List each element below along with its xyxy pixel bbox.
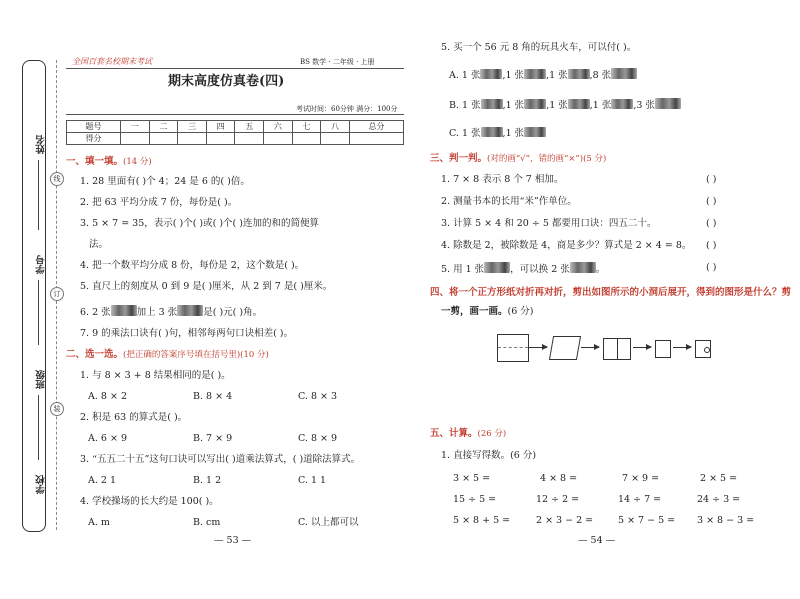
banknote-icon	[480, 69, 502, 79]
section-3-points: (对的画“√”，错的画“×”)(5 分)	[487, 154, 607, 164]
q1-7: 7. 9 的乘法口诀有( )句，相邻每两句口诀相差( )。	[80, 328, 294, 339]
score-cell[interactable]	[349, 133, 403, 145]
section-2-title	[66, 349, 269, 361]
binding-strip	[22, 60, 46, 532]
option-a-text: ,8 张	[589, 70, 612, 81]
score-cell[interactable]	[178, 133, 207, 145]
q1-6-part-a: 6. 2 张	[80, 307, 111, 318]
judge-1: 1. 7 × 8 表示 8 个 7 相加。	[441, 174, 564, 185]
score-cell[interactable]	[264, 133, 293, 145]
page-number-right: — 54 —	[578, 535, 616, 546]
q2-4: 4. 学校操场的长大约是 100( )。	[80, 496, 219, 507]
q2-1-option-c: C. 8 × 3	[298, 391, 338, 402]
score-cell[interactable]	[235, 133, 264, 145]
q2-4-option-a: A. m	[88, 517, 110, 528]
q2-2-option-b: B. 7 × 9	[193, 433, 233, 444]
option-b-text: ,1 张	[589, 100, 612, 111]
judge-answer-3[interactable]: ( )	[706, 218, 717, 229]
fold-step-folded	[549, 336, 581, 360]
score-header: 五	[235, 121, 264, 133]
banknote-icon	[524, 99, 546, 109]
q1-6	[80, 305, 262, 319]
calc-item: 7 × 9 =	[622, 473, 660, 484]
q1-3-line2: 法。	[89, 239, 109, 250]
score-header: 四	[206, 121, 235, 133]
banknote-icon	[177, 305, 203, 316]
calc-item: 2 × 3 − 2 =	[536, 515, 594, 526]
arrow-icon	[633, 347, 651, 348]
score-header: 一	[121, 121, 150, 133]
score-row	[67, 133, 404, 145]
section-3-title	[430, 153, 606, 165]
score-header: 题号	[67, 121, 121, 133]
judge-answer-4[interactable]: ( )	[706, 240, 717, 251]
name-line	[38, 160, 39, 230]
fold-step-square	[497, 334, 529, 362]
q2-1-option-a: A. 8 × 2	[88, 391, 127, 402]
fold-step-cut	[695, 340, 711, 358]
option-b-prefix: B. 1 张	[449, 100, 481, 111]
label-name: 姓名	[36, 135, 47, 154]
page-number-left: — 53 —	[214, 535, 252, 546]
q2-5-option-b	[449, 98, 681, 112]
q2-2-option-a: A. 6 × 9	[88, 433, 127, 444]
q1-4: 4. 把一个数平均分成 8 份，每份是 2，这个数是( )。	[80, 260, 305, 271]
arrow-icon	[529, 347, 547, 348]
calc-item: 14 ÷ 7 =	[618, 494, 662, 505]
section-5-points: (26 分)	[477, 429, 507, 439]
q2-3-option-a: A. 2 1	[88, 475, 117, 486]
judge-answer-2[interactable]: ( )	[706, 196, 717, 207]
banknote-icon	[481, 99, 503, 109]
class-line	[38, 395, 39, 460]
calc-item: 24 ÷ 3 =	[697, 494, 741, 505]
score-header: 二	[149, 121, 178, 133]
option-b-text: ,1 张	[546, 100, 568, 111]
banknote-icon	[570, 262, 596, 273]
q2-1-option-b: B. 8 × 4	[193, 391, 233, 402]
student-id-line	[38, 280, 39, 345]
q1-5: 5. 直尺上的刻度从 0 到 9 是( )厘米，从 2 到 7 是( )厘米。	[80, 281, 333, 292]
q2-4-option-b: B. cm	[193, 517, 221, 528]
score-header-row	[67, 121, 404, 133]
section-4-points: (6 分)	[507, 306, 534, 317]
score-cell[interactable]	[149, 133, 178, 145]
banknote-icon	[484, 262, 510, 273]
score-header: 总分	[349, 121, 403, 133]
option-c-prefix: C. 1 张	[449, 128, 481, 139]
section-5-title	[430, 428, 506, 440]
fold-step-quarter	[655, 340, 671, 358]
banknote-icon	[524, 69, 546, 79]
exam-info: 考试时间：60分钟 满分：100分	[296, 105, 398, 113]
score-table	[66, 120, 404, 145]
judge-5-part-b: ，可以换 2 张	[510, 264, 570, 275]
q2-2: 2. 积是 63 的算式是( )。	[80, 412, 188, 423]
calc-item: 15 ÷ 5 =	[453, 494, 497, 505]
calc-item: 3 × 5 =	[453, 473, 491, 484]
judge-2: 2. 测量书本的长用“米”作单位。	[441, 196, 577, 207]
option-a-text: ,1 张	[502, 70, 525, 81]
banknote-icon	[611, 68, 637, 79]
calc-item: 2 × 5 =	[700, 473, 738, 484]
arrow-icon	[673, 347, 691, 348]
q1-3-line1: 3. 5 × 7 = 35，表示( )个( )或( )个( )连加的和的简便算	[80, 218, 319, 229]
judge-5-part-c: 。	[595, 264, 606, 275]
judge-answer-1[interactable]: ( )	[706, 174, 717, 185]
q2-3: 3. “五五二十五”这句口诀可以写出( )道乘法算式，( )道除法算式。	[80, 454, 361, 465]
judge-answer-5[interactable]: ( )	[706, 262, 717, 273]
q2-5-option-c	[449, 127, 546, 140]
judge-5	[441, 262, 605, 276]
section-4-line2	[441, 306, 534, 318]
label-class: 班级	[36, 370, 47, 389]
score-cell[interactable]	[206, 133, 235, 145]
judge-4: 4. 除数是 2，被除数是 4，商是多少？算式是 2 × 4 = 8。	[441, 240, 692, 251]
banknote-icon	[111, 305, 137, 316]
header-rule	[66, 68, 404, 69]
banknote-icon	[611, 99, 633, 109]
section-2-heading: 二、选一选。	[66, 349, 124, 360]
seal-char-zhuang: 装	[50, 402, 64, 416]
option-a-prefix: A. 1 张	[449, 70, 481, 81]
option-c-text: ,1 张	[502, 128, 525, 139]
header-rule-2	[66, 114, 404, 115]
section-1-heading: 一、填一填。	[66, 156, 124, 167]
calc-item: 5 × 7 − 5 =	[618, 515, 676, 526]
arrow-icon	[581, 347, 599, 348]
score-cell[interactable]	[121, 133, 150, 145]
label-student-id: 学号	[36, 255, 47, 274]
score-cell[interactable]	[292, 133, 321, 145]
calc-item: 5 × 8 + 5 =	[453, 515, 511, 526]
edition: BS 数学 · 二年级 · 上册	[300, 58, 375, 66]
banknote-icon	[524, 127, 546, 137]
q2-2-option-c: C. 8 × 9	[298, 433, 338, 444]
section-1-points: (14 分)	[123, 157, 152, 167]
q2-3-option-c: C. 1 1	[298, 475, 327, 486]
section-1-title	[66, 156, 152, 168]
section-4-title: 四、将一个正方形纸对折再对折，剪出如图所示的小洞后展开，得到的图形是什么？剪	[430, 287, 792, 298]
seal-char-xian: 线	[50, 172, 64, 186]
q2-5-option-a	[449, 68, 637, 82]
calc-item: 3 × 8 − 3 =	[697, 515, 755, 526]
calc-item: 4 × 8 =	[540, 473, 578, 484]
option-b-text: ,3 张	[633, 100, 655, 111]
q2-5: 5. 买一个 56 元 8 角的玩具火车，可以付( )。	[441, 42, 637, 53]
q2-3-option-b: B. 1 2	[193, 475, 222, 486]
section-2-points: (把正确的答案序号填在括号里)(10 分)	[123, 350, 269, 360]
banknote-icon	[568, 69, 590, 79]
section-4-instruction: 一剪，画一画。	[441, 306, 508, 317]
fold-step-half	[603, 338, 631, 360]
judge-3: 3. 计算 5 × 4 和 20 ÷ 5 都要用口诀：四五二十。	[441, 218, 657, 229]
q1-6-part-b: 加上 3 张	[136, 307, 178, 318]
series-name: 全国百套名校期末考试	[72, 57, 152, 66]
option-a-text: ,1 张	[546, 70, 568, 81]
score-row-label: 得分	[67, 133, 121, 145]
calc-item: 12 ÷ 2 =	[536, 494, 580, 505]
section-3-heading: 三、判一判。	[430, 153, 488, 164]
option-b-text: ,1 张	[502, 100, 525, 111]
score-header: 七	[292, 121, 321, 133]
score-header: 八	[321, 121, 350, 133]
section-5-heading: 五、计算。	[430, 428, 478, 439]
q1-6-part-c: 是( )元( )角。	[203, 307, 263, 318]
score-cell[interactable]	[321, 133, 350, 145]
q1-2: 2. 把 63 平均分成 7 份，每份是( )。	[80, 197, 238, 208]
q2-4-option-c: C. 以上都可以	[298, 517, 359, 528]
banknote-icon	[481, 127, 503, 137]
banknote-icon	[568, 99, 590, 109]
banknote-icon	[655, 98, 681, 109]
q1-1: 1. 28 里面有( )个 4；24 是 6 的( )倍。	[80, 176, 250, 187]
score-header: 三	[178, 121, 207, 133]
score-header: 六	[264, 121, 293, 133]
judge-5-part-a: 5. 用 1 张	[441, 264, 485, 275]
q5-1: 1. 直接写得数。(6 分)	[441, 450, 537, 461]
label-school: 学校	[36, 475, 47, 494]
q2-1: 1. 与 8 × 3 + 8 结果相同的是( )。	[80, 370, 231, 381]
seal-char-ding: 订	[50, 287, 64, 301]
page-title: 期末高度仿真卷(四)	[168, 74, 285, 89]
